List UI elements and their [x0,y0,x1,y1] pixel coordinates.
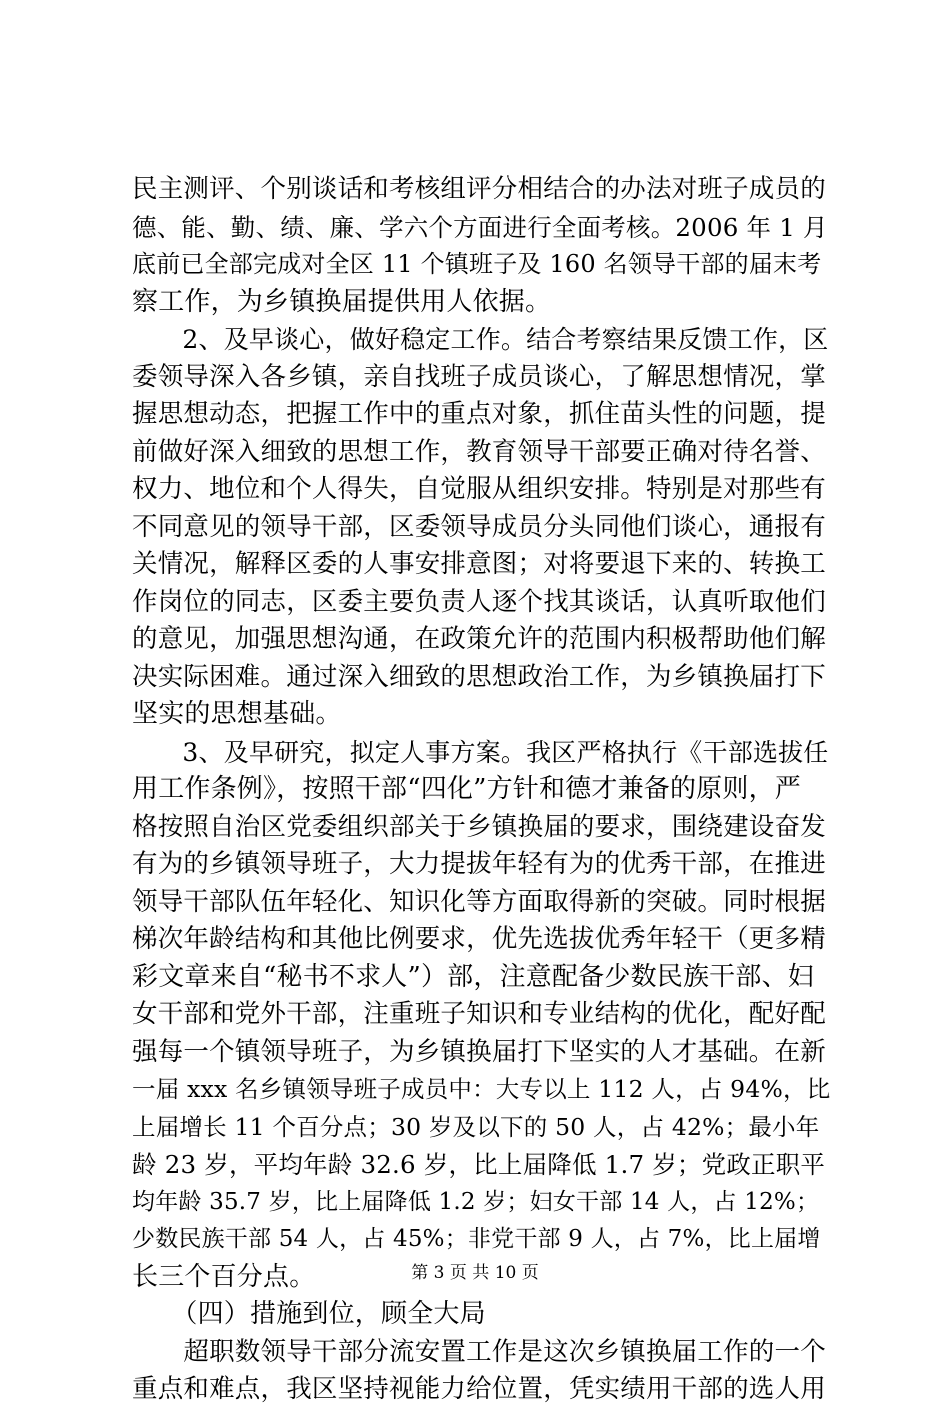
page-number-footer: 第 3 页 共 10 页 [411,1263,539,1283]
text-line: 领导干部队伍年轻化、知识化等方面取得新的突破。同时根据 [132,886,826,917]
text-line: 超职数领导干部分流安置工作是这次乡镇换届工作的一个 [132,1336,826,1367]
text-line: 底前已全部完成对全区 11 个镇班子及 160 名领导干部的届末考 [132,250,822,278]
section-heading: （四）措施到位，顾全大局 [132,1299,486,1329]
text-line: 2、及早谈心，做好稳定工作。结合考察结果反馈工作，区 [132,325,829,354]
text-line: 重点和难点，我区坚持视能力给位置，凭实绩用干部的选人用 [132,1374,826,1404]
text-line: 女干部和党外干部，注重班子知识和专业结构的优化，配好配 [132,999,826,1029]
text-line: 强每一个镇领导班子，为乡镇换届打下坚实的人才基础。在新 [132,1036,826,1067]
text-line: 均年龄 35.7 岁，比上届降低 1.2 岁；妇女干部 14 人，占 12%； [132,1188,820,1215]
text-line: 民主测评、个别谈话和考核组评分相结合的办法对班子成员的 [132,174,826,204]
text-line: 上届增长 11 个百分点；30 岁及以下的 50 人，占 42%；最小年 [132,1112,820,1141]
text-line: 长三个百分点。 [132,1261,316,1292]
document-body [132,171,832,1409]
text-line: 用工作条例》，按照干部“四化”方针和德才兼备的原则，严 [132,774,801,804]
text-line: 格按照自治区党委组织部关于乡镇换届的要求，围绕建设奋发 [132,811,826,842]
text-line: 作岗位的同志，区委主要负责人逐个找其谈话，认真听取他们 [132,586,826,617]
text-line: 有为的乡镇领导班子，大力提拔年轻有为的优秀干部，在推进 [132,849,826,879]
text-line: 不同意见的领导干部，区委领导成员分头同他们谈心，通报有 [132,511,826,542]
text-line: 德、能、勤、绩、廉、学六个方面进行全面考核。2006 年 1 月 [132,212,828,242]
text-line: 察工作，为乡镇换届提供用人依据。 [132,286,552,317]
text-line: 关情况，解释区委的人事安排意图；对将要退下来的、转换工 [132,549,826,579]
text-line: 梯次年龄结构和其他比例要求，优先选拔优秀年轻干（更多精 [132,924,826,954]
text-line: 一届 xxx 名乡镇领导班子成员中：大专以上 112 人，占 94%，比 [132,1075,831,1103]
text-line: 坚实的思想基础。 [132,699,342,729]
text-line: 少数民族干部 54 人，占 45%；非党干部 9 人，占 7%，比上届增 [132,1226,821,1252]
text-line: 龄 23 岁，平均年龄 32.6 岁，比上届降低 1.7 岁；党政正职平 [132,1150,826,1179]
text-line: 决实际困难。通过深入细致的思想政治工作，为乡镇换届打下 [132,661,826,692]
text-line: 彩文章来自“秘书不求人”）部，注意配备少数民族干部、妇 [132,961,814,992]
text-line: 握思想动态，把握工作中的重点对象，抓住苗头性的问题，提 [132,399,826,429]
text-line: 的意见，加强思想沟通，在政策允许的范围内积极帮助他们解 [132,624,826,654]
text-line: 前做好深入细致的思想工作，教育领导干部要正确对待名誉、 [132,436,826,467]
text-line: 权力、地位和个人得失，自觉服从组织安排。特别是对那些有 [132,474,826,504]
text-line: 3、及早研究，拟定人事方案。我区严格执行《干部选拔任 [132,737,829,767]
text-line: 委领导深入各乡镇，亲自找班子成员谈心，了解思想情况，掌 [132,361,826,392]
